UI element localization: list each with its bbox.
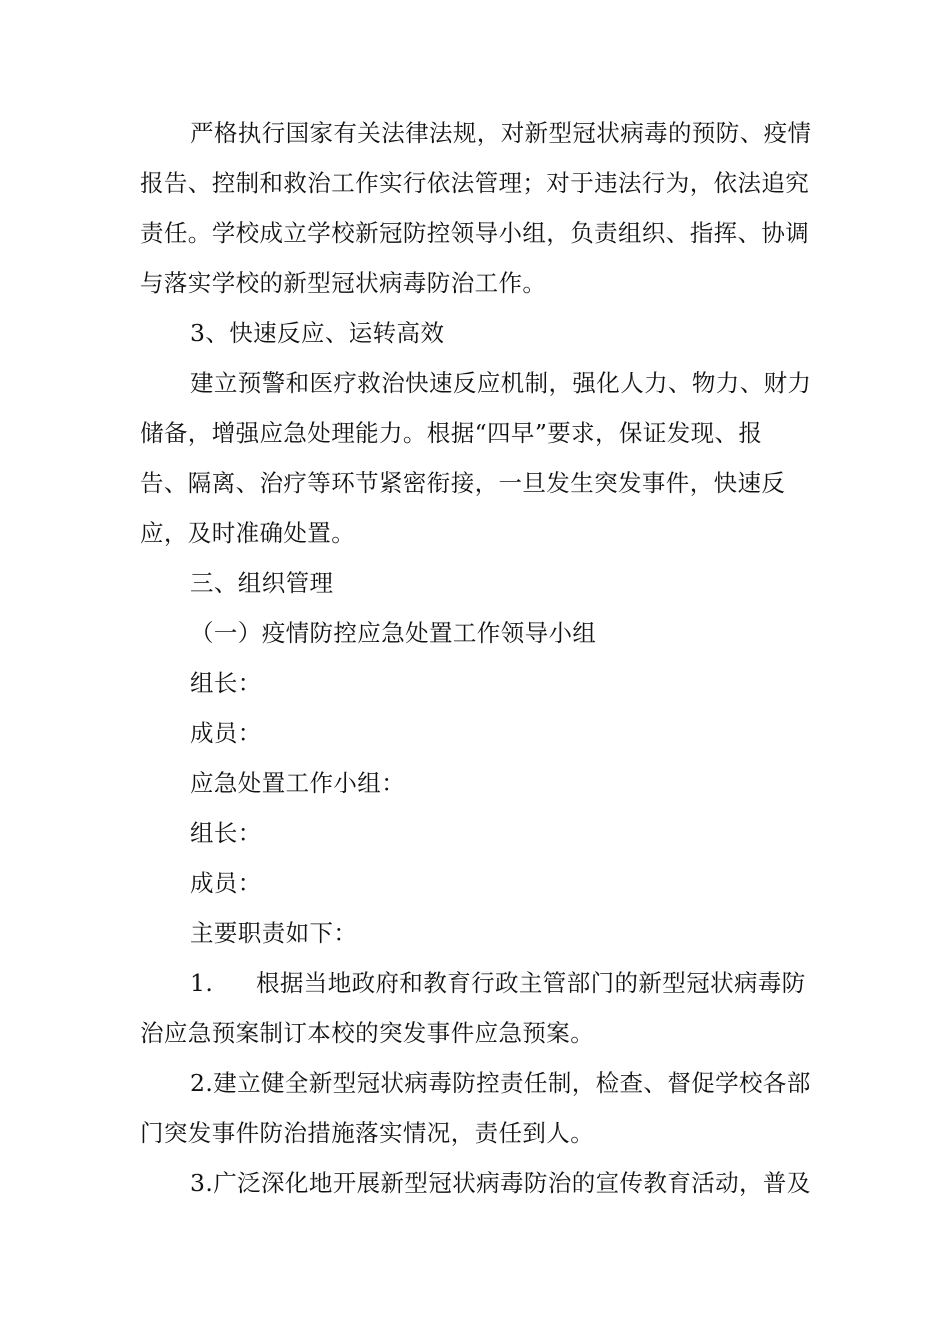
text-line: [140, 958, 830, 1008]
text-line: [140, 558, 830, 608]
line-text: 治应急预案制订本校的突发事件应急预案。: [140, 1019, 595, 1047]
text-line: [140, 808, 830, 858]
text-line: [140, 358, 830, 408]
line-text: 成员：: [190, 719, 262, 747]
text-line: [140, 1158, 830, 1208]
line-text: 组长：: [190, 819, 262, 847]
line-text: 2.建立健全新型冠状病毒防控责任制，检查、督促学校各部: [190, 1069, 811, 1097]
line-text: 告、隔离、治疗等环节紧密衔接，一旦发生突发事件，快速反: [140, 469, 786, 497]
line-text: 成员：: [190, 869, 262, 897]
text-line: [140, 258, 830, 308]
document-body: [140, 108, 830, 1208]
text-line: [140, 758, 830, 808]
list-number: 1.: [190, 969, 214, 997]
line-text: 应，及时准确处置。: [140, 519, 356, 547]
line-text: 根据当地政府和教育行政主管部门的新型冠状病毒防: [256, 969, 806, 997]
text-line: [140, 708, 830, 758]
text-line: [140, 108, 830, 158]
line-text: 3.广泛深化地开展新型冠状病毒防治的宣传教育活动，普及: [190, 1169, 811, 1197]
text-line: [140, 858, 830, 908]
text-line: [140, 308, 830, 358]
line-text: （一）疫情防控应急处置工作领导小组: [190, 619, 597, 647]
line-text: 与落实学校的新型冠状病毒防治工作。: [140, 269, 547, 297]
text-line: [140, 458, 830, 508]
text-line: [140, 1108, 830, 1158]
line-text: 责任。学校成立学校新冠防控领导小组，负责组织、指挥、协调: [140, 219, 810, 247]
line-text: 建立预警和医疗救治快速反应机制，强化人力、物力、财力: [190, 369, 812, 397]
text-line: [140, 658, 830, 708]
text-line: [140, 1008, 830, 1058]
text-line: [140, 908, 830, 958]
text-line: [140, 158, 830, 208]
line-text: 门突发事件防治措施落实情况，责任到人。: [140, 1119, 595, 1147]
text-line: [140, 1058, 830, 1108]
line-text: 报告、控制和救治工作实行依法管理；对于违法行为，依法追究: [140, 169, 810, 197]
text-line: [140, 408, 830, 458]
line-text: 组长：: [190, 669, 262, 697]
line-text: 应急处置工作小组：: [190, 769, 406, 797]
line-text: 三、组织管理: [190, 569, 334, 597]
line-text: 严格执行国家有关法律法规，对新型冠状病毒的预防、疫情: [190, 119, 812, 147]
text-line: [140, 608, 830, 658]
line-text: 储备，增强应急处理能力。根据“四早”要求，保证发现、报: [140, 419, 763, 447]
text-line: [140, 208, 830, 258]
line-text: 3、快速反应、运转高效: [190, 319, 445, 347]
line-text: 主要职责如下：: [190, 919, 358, 947]
text-line: [140, 508, 830, 558]
